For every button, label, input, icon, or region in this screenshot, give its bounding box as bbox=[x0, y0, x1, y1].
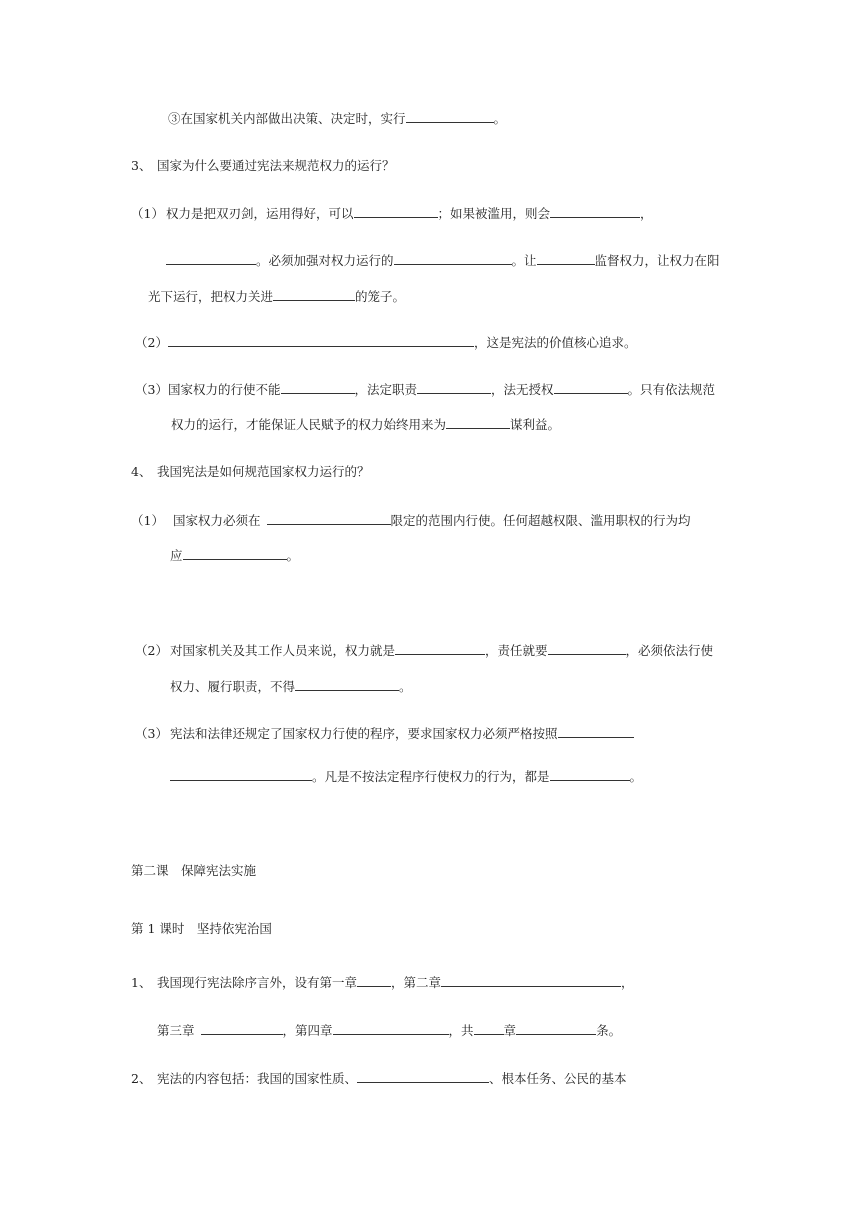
text: ，共 bbox=[448, 1023, 474, 1038]
question-text: 我国宪法是如何规范国家权力运行的？ bbox=[157, 464, 370, 479]
period-title: 第 1 课时 坚持依宪治国 bbox=[131, 921, 272, 936]
fill-blank[interactable] bbox=[281, 379, 355, 394]
text: 监督权力，让权力在阳 bbox=[594, 253, 720, 268]
text: ，第四章 bbox=[282, 1023, 333, 1038]
item-number: （2） bbox=[135, 643, 168, 658]
fill-blank[interactable] bbox=[550, 203, 640, 218]
fill-blank[interactable] bbox=[417, 379, 491, 394]
text: 。 bbox=[493, 111, 507, 126]
part-2-line-1 bbox=[131, 1068, 627, 1088]
text: 我国现行宪法除序言外，设有第一章 bbox=[157, 975, 358, 990]
fill-blank[interactable] bbox=[333, 1020, 449, 1035]
fill-blank[interactable] bbox=[201, 1020, 283, 1035]
item-number: （3） bbox=[135, 382, 168, 397]
q3-item-3-line-1 bbox=[135, 379, 715, 399]
fill-blank[interactable] bbox=[273, 286, 355, 301]
q3-item-1-line-3 bbox=[148, 286, 405, 306]
lesson-title: 第二课 保障宪法实施 bbox=[131, 863, 257, 878]
text: 第三章 bbox=[157, 1023, 195, 1038]
question-4 bbox=[131, 462, 370, 482]
fill-blank[interactable] bbox=[474, 1020, 504, 1035]
text: 光下运行，把权力关进 bbox=[148, 289, 274, 304]
item-number: （1） bbox=[131, 206, 164, 221]
text: ；如果被滥用，则会 bbox=[437, 206, 551, 221]
text: 应 bbox=[170, 548, 183, 563]
text: 权力的运行，才能保证人民赋予的权力始终用来为 bbox=[171, 417, 447, 432]
text: 国家权力必须在 bbox=[173, 513, 261, 528]
fill-blank[interactable] bbox=[550, 766, 630, 781]
text: 限定的范围内行使。任何超越权限、滥用职权的行为均 bbox=[390, 513, 691, 528]
fill-blank[interactable] bbox=[168, 332, 474, 347]
text: ， bbox=[640, 206, 653, 221]
fill-blank[interactable] bbox=[446, 414, 510, 429]
fill-blank[interactable] bbox=[554, 379, 628, 394]
fill-blank[interactable] bbox=[166, 250, 256, 265]
fill-blank[interactable] bbox=[295, 676, 399, 691]
fill-blank[interactable] bbox=[548, 640, 626, 655]
fill-blank[interactable] bbox=[170, 766, 312, 781]
text: 权力、履行职责，不得 bbox=[170, 679, 296, 694]
text: 。让 bbox=[511, 253, 537, 268]
fill-blank[interactable] bbox=[537, 250, 595, 265]
text: ，第二章 bbox=[391, 975, 442, 990]
fill-blank[interactable] bbox=[558, 723, 634, 738]
question-number: 1、 bbox=[131, 975, 152, 990]
text: 。只有依法规范 bbox=[627, 382, 716, 397]
text: 。必须加强对权力运行的 bbox=[256, 253, 394, 268]
q4-item-2-line-1 bbox=[135, 640, 713, 660]
text: 、根本任务、公民的基本 bbox=[489, 1071, 627, 1086]
text: 国家权力的行使不能 bbox=[168, 382, 281, 397]
item-number: （3） bbox=[135, 726, 168, 741]
fill-blank[interactable] bbox=[406, 108, 494, 123]
q3-item-3-line-2 bbox=[171, 414, 560, 434]
text: 。 bbox=[629, 769, 643, 784]
text: 对国家机关及其工作人员来说，权力就是 bbox=[170, 643, 396, 658]
fill-blank[interactable] bbox=[267, 510, 391, 525]
text: 的笼子。 bbox=[355, 289, 406, 304]
text: ③在国家机关内部做出决策、决定时，实行 bbox=[168, 111, 406, 126]
q3-item-1-line-2 bbox=[166, 250, 720, 270]
part-1-line-2 bbox=[157, 1020, 621, 1040]
fill-blank[interactable] bbox=[394, 250, 512, 265]
fill-blank[interactable] bbox=[357, 972, 391, 987]
text: ，这是宪法的价值核心追求。 bbox=[474, 335, 637, 350]
text: ，法无授权 bbox=[491, 382, 554, 397]
fill-blank[interactable] bbox=[441, 972, 621, 987]
question-text: 国家为什么要通过宪法来规范权力的运行？ bbox=[157, 158, 395, 173]
q4-item-2-line-2 bbox=[170, 676, 412, 696]
q4-item-3-line-2 bbox=[170, 766, 642, 786]
item-number: （2） bbox=[135, 335, 168, 350]
text: 。 bbox=[286, 548, 300, 563]
fill-blank[interactable] bbox=[395, 640, 485, 655]
question-3 bbox=[131, 156, 395, 176]
fill-blank[interactable] bbox=[354, 203, 438, 218]
question-number: 4、 bbox=[131, 464, 152, 479]
text: 宪法和法律还规定了国家权力行使的程序，要求国家权力必须严格按照 bbox=[170, 726, 558, 741]
fill-blank[interactable] bbox=[357, 1068, 489, 1083]
question-number: 2、 bbox=[131, 1071, 152, 1086]
question-number: 3、 bbox=[131, 158, 152, 173]
text: 宪法的内容包括：我国的国家性质、 bbox=[157, 1071, 358, 1086]
text: 谋利益。 bbox=[510, 417, 561, 432]
text: 。 bbox=[399, 679, 412, 694]
text: ， bbox=[621, 975, 634, 990]
fill-blank[interactable] bbox=[183, 545, 287, 560]
text: 权力是把双刃剑，运用得好，可以 bbox=[166, 206, 354, 221]
line-collective-decision bbox=[168, 108, 506, 128]
text: ，责任就要 bbox=[485, 643, 548, 658]
text: ，法定职责 bbox=[354, 382, 418, 397]
q4-item-1-line-1 bbox=[131, 510, 691, 530]
q3-item-2 bbox=[135, 332, 637, 352]
text: ，必须依法行使 bbox=[625, 643, 714, 658]
fill-blank[interactable] bbox=[516, 1020, 596, 1035]
q4-item-3-line-1 bbox=[135, 723, 634, 743]
item-number: （1） bbox=[131, 513, 164, 528]
part-1-line-1 bbox=[131, 972, 634, 992]
q3-item-1-line-1 bbox=[131, 203, 653, 223]
q4-item-1-line-2 bbox=[170, 545, 299, 565]
text: 条。 bbox=[596, 1023, 622, 1038]
text: 。凡是不按法定程序行使权力的行为，都是 bbox=[312, 769, 550, 784]
text: 章 bbox=[503, 1023, 517, 1038]
